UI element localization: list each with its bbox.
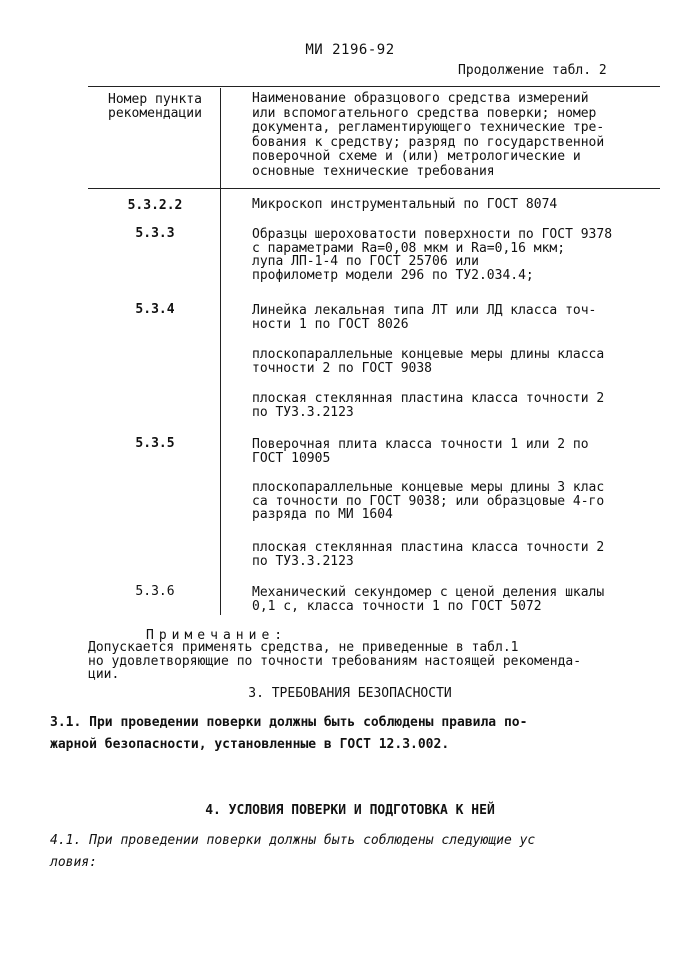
table-row-item: Микроскоп инструментальный по ГОСТ 8074 <box>252 197 558 212</box>
section-paragraph: 4.1. При проведении поверки должны быть соблюдены следующие ус ловия: <box>50 833 536 870</box>
column-header-item-number: Номер пункта рекомендации <box>108 92 202 121</box>
table-continuation-label: Продолжение табл. 2 <box>458 63 607 78</box>
table-header-rule <box>88 188 660 189</box>
table-column-divider <box>220 88 221 615</box>
section-heading: 3. ТРЕБОВАНИЯ БЕЗОПАСНОСТИ <box>248 686 452 701</box>
section-heading: 4. УСЛОВИЯ ПОВЕРКИ И ПОДГОТОВКА К НЕЙ <box>205 803 495 818</box>
section-paragraph: 3.1. При проведении поверки должны быть соблюдены правила по- жарной безопасности, установленные в ГОСТ 12.3.002. <box>50 715 528 752</box>
table-row-number: 5.3.3 <box>135 226 175 241</box>
table-row-item: Механический секундомер с ценой деления шкалы 0,1 с, класса точности 1 по ГОСТ 5072 <box>252 585 605 614</box>
table-top-rule <box>88 86 660 87</box>
note-body: Допускается применять средства, не приведенные в табл.1 но удовлетворяющие по точности требованиям настоящей рекоменда- ции. <box>88 640 582 682</box>
table-row-item: плоская стеклянная пластина класса точности 2 по ТУЗ.3.2123 <box>252 391 605 420</box>
table-row-number: 5.3.6 <box>135 584 175 599</box>
table-row-item: плоскопараллельные концевые меры длины класса точности 2 по ГОСТ 9038 <box>252 347 605 376</box>
table-row-item: Образцы шероховатости поверхности по ГОСТ 9378 с параметрами Ra=0,08 мкм и Ra=0,16 мкм; лупа ЛП-1-4 по ГОСТ 25706 или профилометр модели 296 по ТУ2.034.4; <box>252 227 613 283</box>
table-row-item: плоскопараллельные концевые меры длины 3 клас са точности по ГОСТ 9038; или образцовые 4-го разряда по МИ 1604 <box>252 480 605 522</box>
table-row-number: 5.3.4 <box>135 302 175 317</box>
column-header-description: Наименование образцового средства измерений или вспомогательного средства поверки; номер документа, регламентирующего технические тре- бования к средству; разряд по государственной поверочной схеме и (или) метрологические и основные технические требования <box>252 91 605 179</box>
table-row-item: Линейка лекальная типа ЛТ или ЛД класса точ- ности 1 по ГОСТ 8026 <box>252 303 597 332</box>
table-row-number: 5.3.2.2 <box>127 198 183 213</box>
note-title: Примечание: <box>146 628 288 643</box>
table-row-number: 5.3.5 <box>135 436 175 451</box>
table-row-item: Поверочная плита класса точности 1 или 2 по ГОСТ 10905 <box>252 437 589 466</box>
table-row-item: плоская стеклянная пластина класса точности 2 по ТУЗ.3.2123 <box>252 540 605 569</box>
document-code: МИ 2196-92 <box>305 42 395 58</box>
